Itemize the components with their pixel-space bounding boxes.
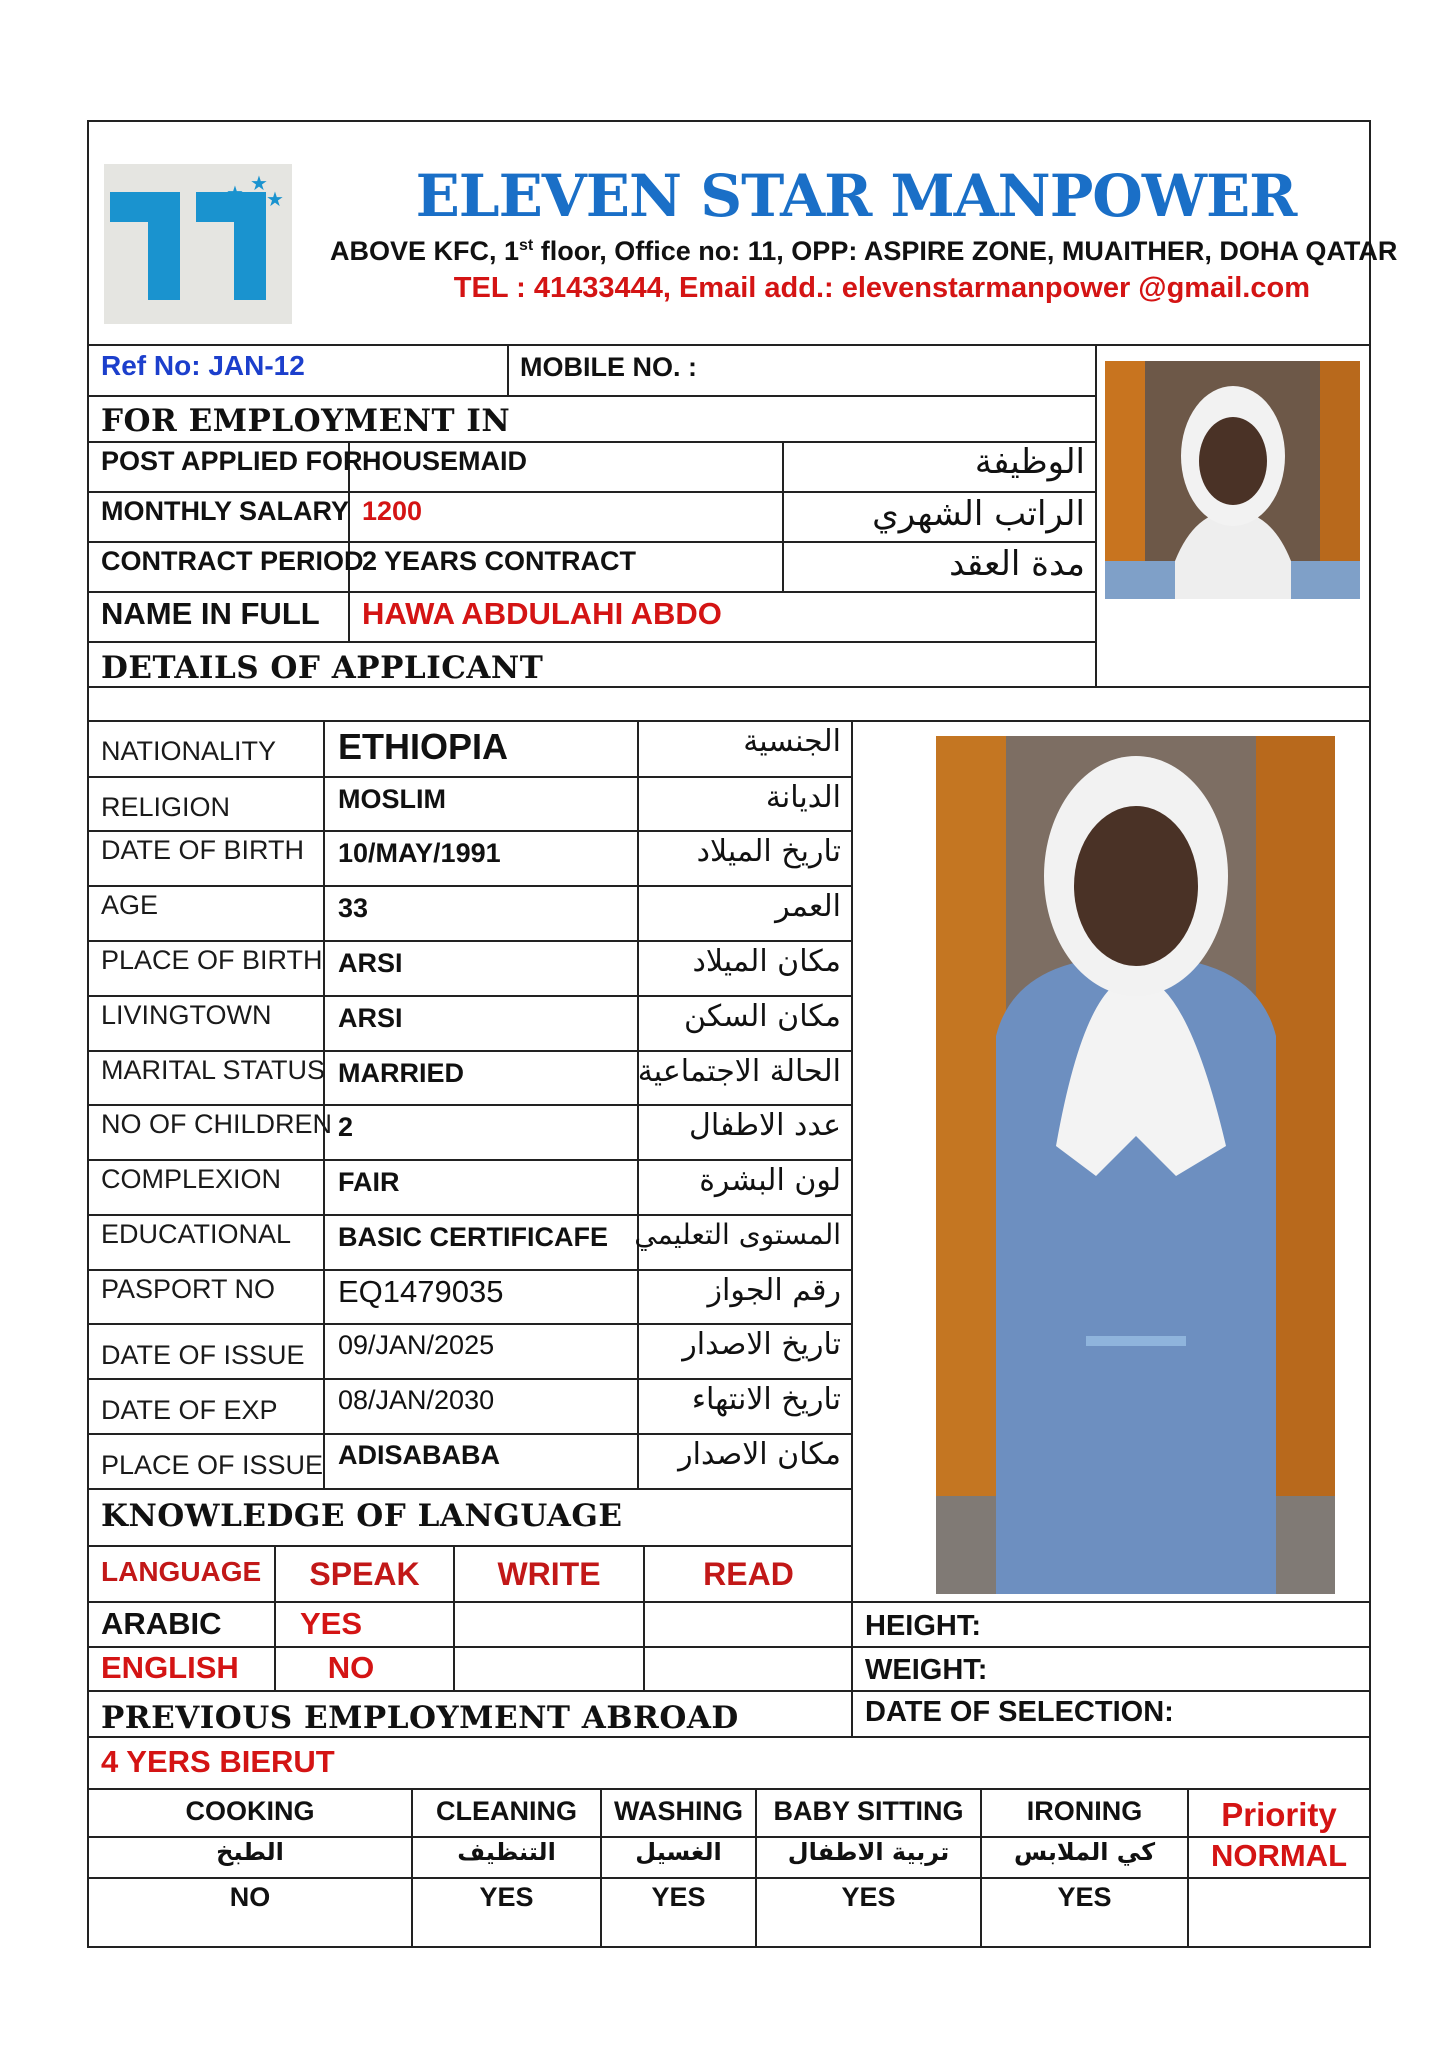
applicant-photo-small [1105, 361, 1360, 599]
skill-cleaning-arabic: التنظيف [457, 1838, 556, 1866]
skill-cooking-name: COOKING [185, 1796, 315, 1826]
issue-place-label: PLACE OF ISSUE [101, 1450, 324, 1480]
livingtown-value: ARSI [338, 1003, 403, 1033]
marital-arabic: الحالة الاجتماعية [637, 1054, 841, 1089]
lang-english-speak: NO [327, 1650, 375, 1685]
contract-arabic: مدة العقد [949, 544, 1085, 584]
employment-heading: FOR EMPLOYMENT IN [101, 403, 511, 439]
skill-cooking-arabic: الطبخ [216, 1838, 284, 1866]
children-label: NO OF CHILDREN [101, 1109, 333, 1139]
height-label: HEIGHT: [865, 1610, 981, 1642]
skill-washing-name: WASHING [613, 1796, 743, 1826]
lang-header-language: LANGUAGE [101, 1556, 262, 1587]
religion-label: RELIGION [101, 792, 231, 822]
skill-babysitting-value: YES [841, 1882, 896, 1912]
skill-babysitting-arabic: تربية الاطفال [787, 1838, 950, 1866]
fullname-value: HAWA ABDULAHI ABDO [362, 596, 722, 631]
previous-value: 4 YERS BIERUT [101, 1744, 335, 1779]
passport-label: PASPORT NO [101, 1274, 276, 1304]
applicant-photo-large [936, 736, 1335, 1594]
logo-eleven-icon [104, 164, 292, 324]
skill-ironing-name: IRONING [1026, 1796, 1143, 1826]
livingtown-label: LIVINGTOWN [101, 1000, 272, 1030]
salary-arabic: الراتب الشهري [872, 494, 1085, 534]
lang-header-speak: SPEAK [309, 1556, 420, 1592]
skill-washing-arabic: الغسيل [635, 1838, 722, 1866]
post-label: POST APPLIED FOR [101, 446, 363, 476]
skill-cleaning-name: CLEANING [436, 1796, 577, 1826]
issue-date-arabic: تاريخ الاصدار [682, 1327, 841, 1362]
livingtown-arabic: مكان السكن [684, 999, 841, 1034]
education-value: BASIC CERTIFICAFE [338, 1222, 608, 1252]
address-sup: st [519, 237, 534, 254]
ref-number: Ref No: JAN-12 [101, 350, 305, 381]
religion-arabic: الديانة [765, 780, 841, 815]
children-value: 2 [338, 1112, 354, 1142]
svg-text:★: ★ [266, 187, 284, 211]
complexion-value: FAIR [338, 1167, 400, 1197]
age-arabic: العمر [775, 889, 841, 924]
exp-date-label: DATE OF EXP [101, 1395, 278, 1425]
skill-ironing-arabic: كي الملابس [1013, 1838, 1156, 1866]
lang-header-read: READ [703, 1556, 794, 1592]
lang-arabic-speak: YES [299, 1606, 363, 1641]
children-arabic: عدد الاطفال [689, 1108, 841, 1143]
previous-heading: PREVIOUS EMPLOYMENT ABROAD [101, 1700, 739, 1736]
pob-value: ARSI [338, 948, 403, 978]
company-address [330, 236, 1398, 267]
marital-label: MARITAL STATUS [101, 1055, 326, 1085]
skill-washing-value: YES [651, 1882, 706, 1912]
passport-arabic: رقم الجواز [707, 1273, 841, 1308]
dob-value: 10/MAY/1991 [338, 838, 501, 868]
issue-place-value: ADISABABA [338, 1440, 500, 1470]
age-label: AGE [101, 890, 159, 920]
company-contact: TEL : 41433444, Email add.: elevenstarmanpower @gmail.com [453, 272, 1310, 304]
svg-text:★: ★ [226, 181, 244, 205]
portrait-small-icon [1105, 361, 1360, 599]
post-arabic: الوظيفة [974, 442, 1085, 482]
skill-ironing-value: YES [1057, 1882, 1112, 1912]
pob-label: PLACE OF BIRTH [101, 945, 323, 975]
address-pre: ABOVE KFC, 1 [330, 236, 520, 266]
nationality-value: ETHIOPIA [338, 726, 509, 767]
svg-text:★: ★ [250, 171, 268, 195]
weight-label: WEIGHT: [865, 1654, 988, 1686]
complexion-arabic: لون البشرة [699, 1163, 841, 1198]
complexion-label: COMPLEXION [101, 1164, 282, 1194]
address-post: floor, Office no: 11, OPP: ASPIRE ZONE, MUAITHER, DOHA QATAR [533, 236, 1398, 266]
post-value: HOUSEMAID [362, 446, 528, 476]
lang-arabic-name: ARABIC [101, 1606, 222, 1641]
portrait-large-icon [936, 736, 1335, 1594]
issue-date-value: 09/JAN/2025 [338, 1330, 495, 1360]
details-heading: DETAILS OF APPLICANT [101, 650, 544, 686]
exp-date-arabic: تاريخ الانتهاء [691, 1382, 841, 1417]
mobile-label: MOBILE NO. : [520, 352, 697, 382]
marital-value: MARRIED [338, 1058, 464, 1088]
education-label: EDUCATIONAL [101, 1219, 292, 1249]
fullname-label: NAME IN FULL [101, 596, 320, 631]
language-heading: KNOWLEDGE OF LANGUAGE [101, 1498, 623, 1534]
contract-value: 2 YEARS CONTRACT [362, 546, 637, 576]
lang-english-name: ENGLISH [101, 1650, 239, 1685]
company-name: ELEVEN STAR MANPOWER [415, 162, 1297, 230]
pob-arabic: مكان الميلاد [692, 944, 841, 979]
education-arabic: المستوى التعليمي [634, 1218, 841, 1251]
skill-cleaning-value: YES [479, 1882, 534, 1912]
nationality-label: NATIONALITY [101, 736, 277, 766]
priority-label: Priority [1221, 1796, 1337, 1833]
exp-date-value: 08/JAN/2030 [338, 1385, 495, 1415]
salary-value: 1200 [362, 496, 423, 526]
lang-header-write: WRITE [497, 1556, 601, 1592]
skill-cooking-value: NO [229, 1882, 271, 1912]
skill-babysitting-name: BABY SITTING [773, 1796, 964, 1826]
contract-label: CONTRACT PERIOD [101, 546, 364, 576]
passport-value: EQ1479035 [338, 1274, 504, 1309]
nationality-arabic: الجنسية [743, 724, 841, 759]
dob-arabic: تاريخ الميلاد [696, 834, 841, 869]
dob-label: DATE OF BIRTH [101, 835, 305, 865]
age-value: 33 [338, 893, 369, 923]
issue-date-label: DATE OF ISSUE [101, 1340, 305, 1370]
issue-place-arabic: مكان الاصدار [678, 1437, 841, 1472]
selection-label: DATE OF SELECTION: [865, 1696, 1174, 1728]
salary-label: MONTHLY SALARY [101, 496, 350, 526]
priority-value: NORMAL [1210, 1838, 1348, 1873]
company-logo [104, 164, 292, 324]
religion-value: MOSLIM [338, 784, 446, 814]
